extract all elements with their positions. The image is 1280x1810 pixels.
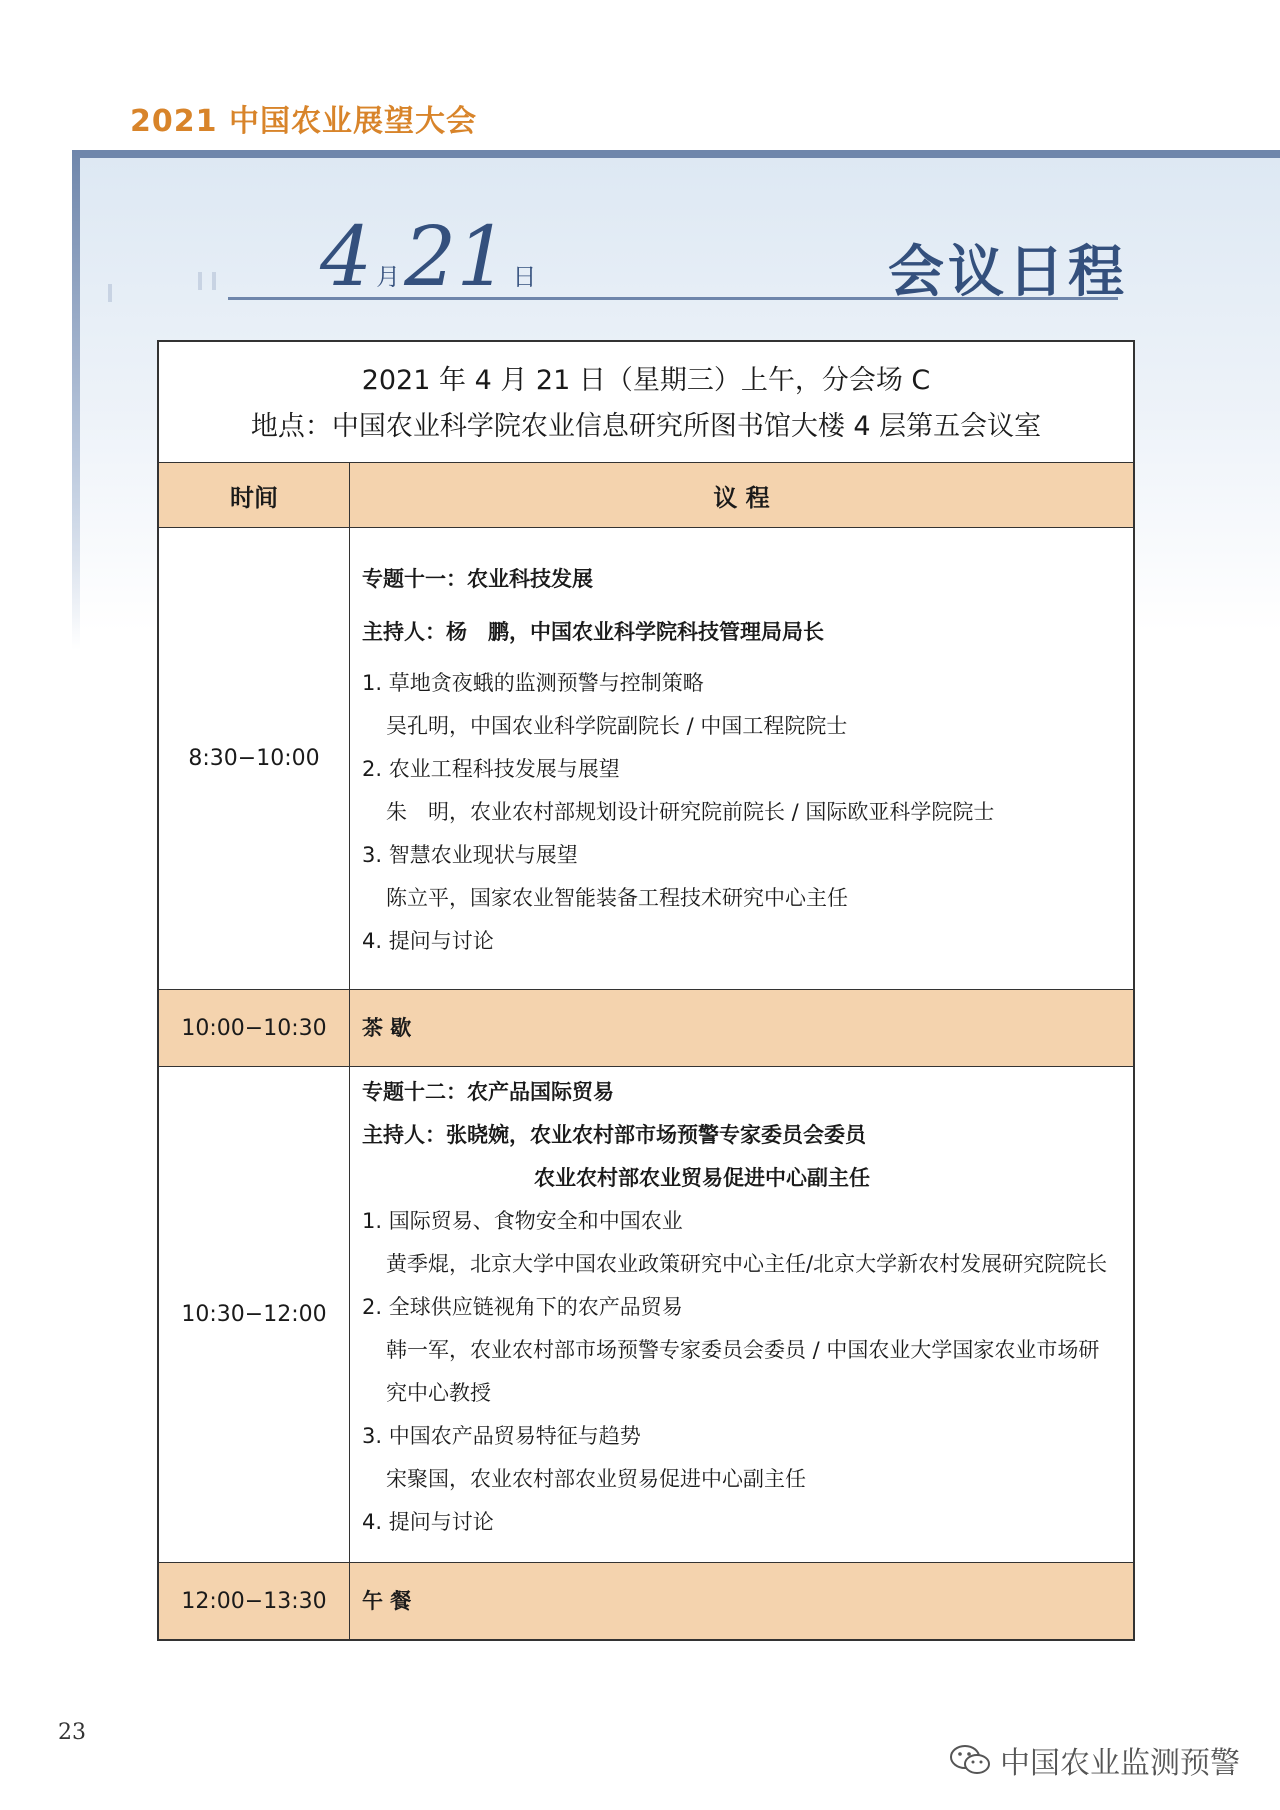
wechat-icon <box>948 1743 992 1777</box>
date-month: 4 <box>320 210 373 305</box>
speaker-line: 吴孔明，中国农业科学院副院长 / 中国工程院院士 <box>386 714 848 738</box>
agenda-item: 4. 提问与讨论 <box>362 929 494 953</box>
row-agenda <box>350 1067 1135 1563</box>
section-title: 会议日程 <box>888 240 1128 305</box>
row-agenda <box>350 528 1135 990</box>
agenda-item: 4. 提问与讨论 <box>362 1510 494 1534</box>
banner-date <box>320 210 541 305</box>
row-agenda: 午 餐 <box>350 1563 1135 1641</box>
conference-title: 2021 中国农业展望大会 <box>130 104 477 139</box>
agenda-item: 2. 全球供应链视角下的农产品贸易 <box>362 1295 683 1319</box>
agenda-item: 2. 农业工程科技发展与展望 <box>362 757 620 781</box>
watermark <box>948 1738 1240 1782</box>
session-line: 2021 年 4 月 21 日（星期三）上午，分会场 C <box>361 365 931 396</box>
location-line: 地点：中国农业科学院农业信息研究所图书馆大楼 4 层第五会议室 <box>250 411 1042 442</box>
speaker-line: 韩一军，农业农村部市场预警专家委员会委员 / 中国农业大学国家农业市场研 <box>386 1338 1100 1362</box>
row-time: 12:00−13:30 <box>158 1563 350 1641</box>
column-header-time: 时间 <box>158 463 350 528</box>
speaker-line: 宋聚国，农业农村部农业贸易促进中心副主任 <box>386 1467 806 1491</box>
row-agenda: 茶 歇 <box>350 990 1135 1067</box>
date-day: 21 <box>404 210 509 305</box>
table-row <box>158 990 1134 1067</box>
agenda-item: 3. 中国农产品贸易特征与趋势 <box>362 1424 641 1448</box>
agenda-item: 1. 国际贸易、食物安全和中国农业 <box>362 1209 683 1233</box>
agenda-item: 3. 智慧农业现状与展望 <box>362 843 578 867</box>
table-row <box>158 1067 1134 1563</box>
session-header <box>158 341 1134 463</box>
row-time: 10:30−12:00 <box>158 1067 350 1563</box>
speaker-line: 究中心教授 <box>386 1381 491 1405</box>
host-line-2: 农业农村部农业贸易促进中心副主任 <box>534 1166 870 1190</box>
agenda-table <box>157 340 1135 1641</box>
column-header-agenda: 议 程 <box>350 463 1135 528</box>
table-row <box>158 528 1134 990</box>
date-month-unit: 月 <box>376 263 401 291</box>
row-time: 10:00−10:30 <box>158 990 350 1067</box>
banner-top-rule <box>72 150 1280 158</box>
date-day-unit: 日 <box>512 263 537 291</box>
host-line: 主持人：杨 鹏，中国农业科学院科技管理局局长 <box>362 620 824 644</box>
row-time: 8:30−10:00 <box>158 528 350 990</box>
table-row <box>158 1563 1134 1641</box>
topic-title: 专题十一：农业科技发展 <box>362 567 593 591</box>
watermark-text: 中国农业监测预警 <box>1000 1746 1240 1781</box>
speaker-line: 陈立平，国家农业智能装备工程技术研究中心主任 <box>386 886 848 910</box>
host-line: 主持人：张晓婉，农业农村部市场预警专家委员会委员 <box>362 1123 866 1147</box>
agenda-item: 1. 草地贪夜蛾的监测预警与控制策略 <box>362 671 704 695</box>
banner-left-rule <box>72 150 80 650</box>
page-number: 23 <box>58 1720 86 1745</box>
speaker-line: 黄季焜，北京大学中国农业政策研究中心主任/北京大学新农村发展研究院院长 <box>386 1252 1108 1276</box>
speaker-line: 朱 明，农业农村部规划设计研究院前院长 / 国际欧亚科学院院士 <box>386 800 995 824</box>
topic-title: 专题十二：农产品国际贸易 <box>362 1080 614 1104</box>
